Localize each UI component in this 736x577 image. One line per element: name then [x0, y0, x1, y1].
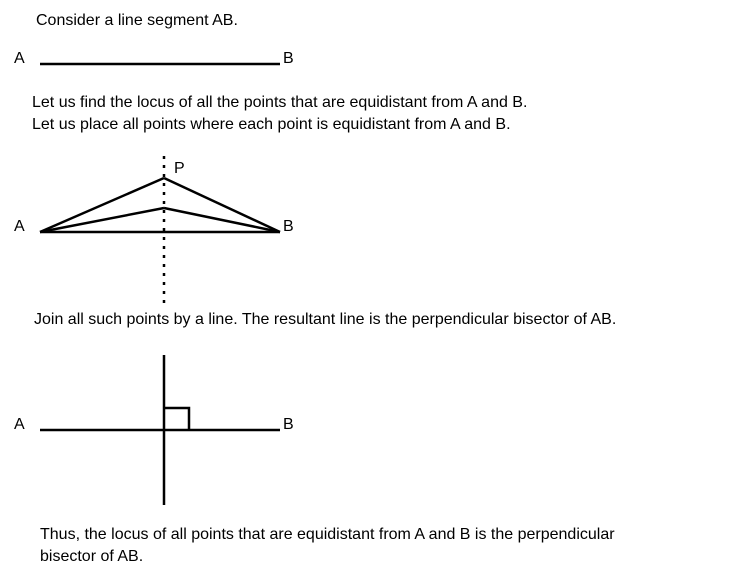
fig2-line-ap — [40, 178, 164, 232]
fig3-right-angle-marker — [164, 408, 189, 430]
fig2-label-b: B — [283, 218, 294, 235]
conclusion-line2: bisector of AB. — [40, 548, 144, 565]
fig2-label-a: A — [14, 218, 25, 235]
fig2-line-pb — [164, 178, 280, 232]
step2-text: Join all such points by a line. The resultant line is the perpendicular bisector of AB. — [34, 311, 617, 328]
step1-line1: Let us find the locus of all the points that are equidistant from A and B. — [32, 94, 528, 111]
fig2-label-p: P — [174, 160, 185, 177]
fig1-label-b: B — [283, 50, 294, 67]
intro-text: Consider a line segment AB. — [36, 12, 238, 29]
step1-line2: Let us place all points where each point is equidistant from A and B. — [32, 116, 511, 133]
conclusion-line1: Thus, the locus of all points that are equidistant from A and B is the perpendicular — [40, 526, 615, 543]
fig2-line-a-inner — [40, 208, 164, 232]
fig3-label-a: A — [14, 416, 25, 433]
fig1-label-a: A — [14, 50, 25, 67]
fig2-line-inner-b — [164, 208, 280, 232]
fig3-label-b: B — [283, 416, 294, 433]
